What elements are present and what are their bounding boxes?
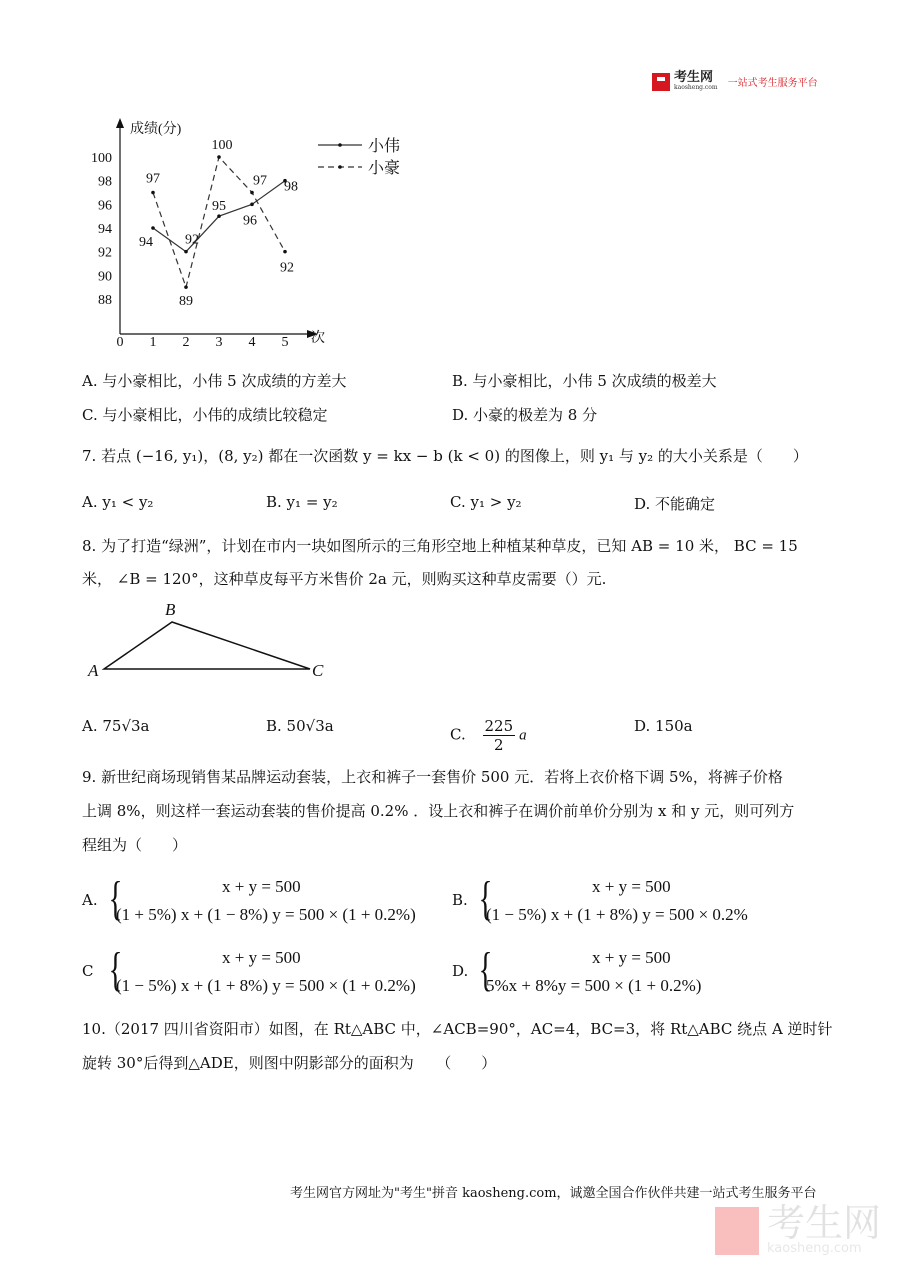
q9-line2: 上调 8%，则这样一套运动套装的售价提高 0.2% ．设上衣和裤子在调价前单价分别为 x 和 y 元，则可列方 <box>82 802 795 820</box>
equation-2: (1 − 5%) x + (1 + 8%) y = 500 × (1 + 0.2%) <box>116 976 416 995</box>
option-label: C <box>82 962 94 980</box>
option-label: D. <box>452 962 469 980</box>
brace-icon: { <box>108 872 123 925</box>
equation-1: x + y = 500 <box>222 948 301 967</box>
brand-url: kaosheng.com <box>674 84 718 91</box>
q10-line1: 10.（2017 四川省资阳市）如图，在 Rt△ABC 中，∠ACB=90°，AC=4，BC=3，将 Rt△ABC 绕点 A 逆时针 <box>82 1020 833 1038</box>
fraction-denominator: 2 <box>494 736 504 754</box>
q7-option-b: B. y₁ = y₂ <box>266 493 338 511</box>
q8-option-b: B. 50√3a <box>266 717 334 735</box>
brace-icon: { <box>108 943 123 996</box>
brace-icon: { <box>478 943 493 996</box>
data-label: 89 <box>179 294 193 310</box>
legend-label: 小伟 <box>368 138 401 155</box>
q10-line2: 旋转 30°后得到△ADE，则图中阴影部分的面积为 （ ） <box>82 1054 497 1072</box>
q8-line2: 米， ∠B = 120°，这种草皮每平方米售价 2a 元，则购买这种草皮需要（）元. <box>82 570 607 588</box>
q9-line1: 9. 新世纪商场现销售某品牌运动套装，上衣和裤子一套售价 500 元．若将上衣价格下调 5%，将裤子价格 <box>82 768 783 786</box>
brand-name: 考生网 <box>674 70 714 85</box>
data-label: 95 <box>212 199 226 215</box>
x-tick-label: 1 <box>149 335 157 350</box>
data-label: 98 <box>284 179 298 195</box>
vertex-a-label: A <box>88 661 99 680</box>
data-label: 92 <box>185 232 199 248</box>
equation-1: x + y = 500 <box>592 948 671 967</box>
q8-option-c <box>450 717 527 754</box>
watermark-text: 考生网 <box>767 1201 882 1245</box>
q6-option-b: B. 与小豪相比，小伟 5 次成绩的极差大 <box>452 372 717 390</box>
vertex-b-label: B <box>165 600 176 619</box>
brace-icon: { <box>478 872 493 925</box>
option-label: B. <box>452 891 468 909</box>
y-tick-label: 96 <box>98 198 112 214</box>
data-label: 94 <box>139 235 153 251</box>
x-tick-label: 2 <box>182 335 190 350</box>
q7-option-c: C. y₁ > y₂ <box>450 493 522 511</box>
x-tick-label: 5 <box>281 335 289 350</box>
slogan: 一站式考生服务平台 <box>727 78 818 89</box>
x-tick-label: 0 <box>116 335 124 350</box>
y-tick-label: 98 <box>98 174 112 190</box>
q8-option-d: D. 150a <box>634 717 693 735</box>
equation-2: (1 + 5%) x + (1 − 8%) y = 500 × (1 + 0.2%) <box>116 905 416 924</box>
y-tick-label: 94 <box>98 222 112 238</box>
equation-1: x + y = 500 <box>592 877 671 896</box>
data-label: 96 <box>243 213 257 229</box>
q8-option-a: A. 75√3a <box>82 717 150 735</box>
q6-option-a: A. 与小豪相比，小伟 5 次成绩的方差大 <box>82 372 347 390</box>
data-label: 100 <box>211 138 233 154</box>
triangle-figure <box>0 0 400 700</box>
watermark-logo-icon <box>715 1207 759 1255</box>
data-label: 92 <box>280 260 294 276</box>
x-tick-label: 3 <box>215 335 223 350</box>
equation-2: (1 − 5%) x + (1 + 8%) y = 500 × 0.2% <box>486 905 748 924</box>
q8-line1: 8. 为了打造“绿洲”，计划在市内一块如图所示的三角形空地上种植某种草皮，已知 AB = 10 米， BC = 15 <box>82 537 798 555</box>
option-label: A. <box>82 891 98 909</box>
watermark <box>715 1201 882 1256</box>
q6-option-c: C. 与小豪相比，小伟的成绩比较稳定 <box>82 406 328 424</box>
x-tick-label: 4 <box>248 335 256 350</box>
equation-1: x + y = 500 <box>222 877 301 896</box>
q9-line3: 程组为（ ） <box>82 836 188 854</box>
y-tick-label: 92 <box>98 245 112 261</box>
data-label: 97 <box>146 171 160 187</box>
vertex-c-label: C <box>312 661 324 680</box>
q7-stem: 7. 若点 (−16, y₁)，(8, y₂) 都在一次函数 y = kx − b (k < 0) 的图像上，则 y₁ 与 y₂ 的大小关系是（ ） <box>82 447 808 465</box>
option-label: C. <box>450 725 466 744</box>
data-label: 97 <box>253 173 267 189</box>
q7-option-d: D. 不能确定 <box>634 495 716 513</box>
q6-option-d: D. 小豪的极差为 8 分 <box>452 406 598 424</box>
variable: a <box>519 727 527 744</box>
y-tick-label: 100 <box>91 151 112 167</box>
q7-option-a: A. y₁ < y₂ <box>82 493 154 511</box>
legend-label: 小豪 <box>368 160 401 177</box>
footer-text: 考生网官方网址为"考生"拼音 kaosheng.com，诚邀全国合作伙伴共建一站式考生服务平台 <box>290 1186 817 1201</box>
y-axis-label: 成绩(分) <box>130 122 182 137</box>
equation-2: 5%x + 8%y = 500 × (1 + 0.2%) <box>486 976 702 995</box>
y-tick-label: 88 <box>98 293 112 308</box>
watermark-url: kaosheng.com <box>767 1241 862 1256</box>
y-tick-label: 90 <box>98 269 112 285</box>
fraction-numerator: 225 <box>484 717 514 735</box>
x-axis-label: 次 <box>311 331 325 346</box>
